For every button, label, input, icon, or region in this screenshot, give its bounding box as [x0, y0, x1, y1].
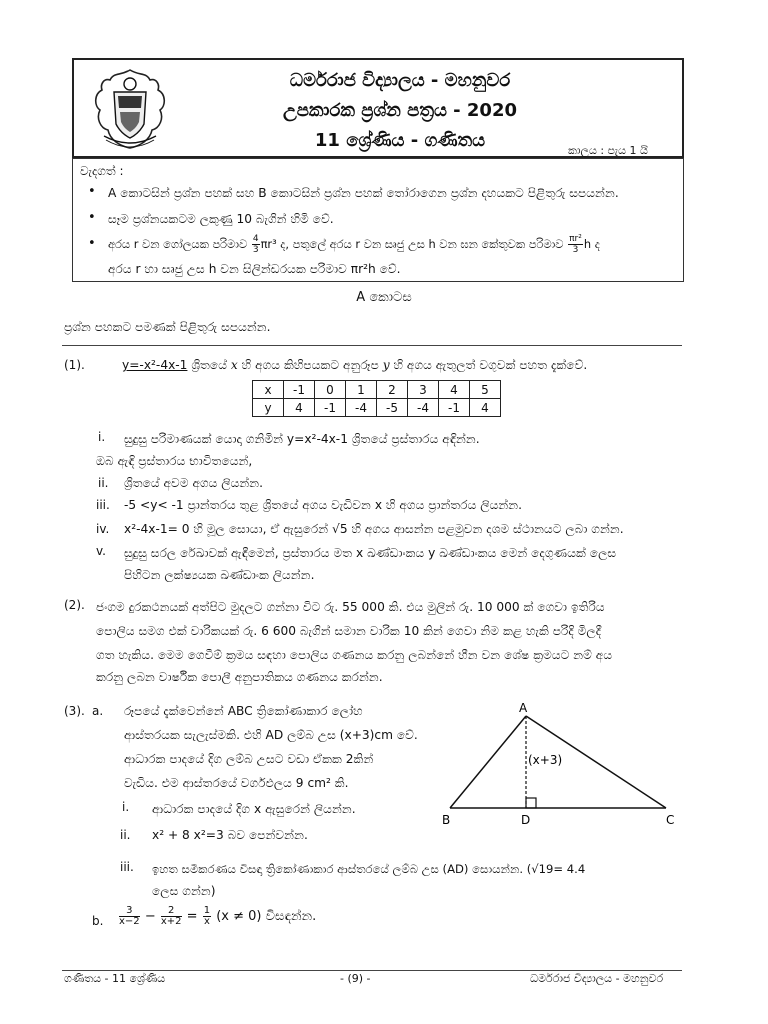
question-line: ගත හැකිය. මෙම ගෙවීම් ක්‍රමය සඳහා පොලිය ගණනය කරනු ලබන්නේ හීන වන ශේෂ ක්‍රමයට නම් අය: [96, 648, 613, 662]
fraction: $\frac{3}{x-2}$: [119, 905, 140, 927]
part-label: iv.: [96, 522, 110, 536]
school-name: ධර්මරාජ විද්‍යාලය - මහනුවර: [289, 70, 511, 91]
fraction: $\frac{2}{x+2}$: [160, 905, 182, 927]
question-line: වැඩිය. එම ආස්තරයේ වර්ගඵලය 9 cm² කි.: [124, 776, 349, 790]
part-label: i.: [122, 800, 130, 814]
table-row: [253, 381, 501, 399]
table-cell: -4: [346, 399, 377, 417]
divider: [62, 345, 682, 346]
question-line: ආධාරක පාදයේ දිග ලම්බ උසට වඩා ඒකක 2කින්: [124, 752, 374, 766]
section-instruction: ප්‍රශ්න පහකට පමණක් පිළිතුරු සපයන්න.: [64, 320, 271, 334]
table-cell: 1: [346, 381, 377, 399]
bullet-icon: •: [88, 236, 96, 251]
question-line: රූපයේ දැක්වෙන්නේ ABC ත්‍රිකෝණාකාර ලෝහ: [124, 704, 363, 718]
table-cell: x: [253, 381, 284, 399]
time-allowed: කාලය : පැය 1 යි: [568, 144, 648, 157]
school-crest-logo: [84, 66, 176, 152]
question-stem: y=-x²-4x-1 ශ්‍රිතයේ x හි අගය කිහිපයකට අනුරූප y හි අගය ඇතුලත් වගුවක් පහත දැක්වේ.: [122, 358, 588, 372]
part-text: ආධාරක පාදයේ දිග x ඇසුරෙන් ලියන්න.: [152, 802, 356, 816]
question-line: ආස්තරයක සැලැස්මකි. එහි AD ලම්බ උස (x+3)cm වේ.: [124, 728, 418, 742]
part-label: a.: [92, 704, 104, 718]
table-cell: 4: [470, 399, 501, 417]
footer-left: ගණිතය - 11 ශ්‍රේණිය: [64, 972, 166, 985]
note-item: සෑම ප්‍රශ්නයකටම ලකුණු 10 බැගින් හිමි වේ.: [108, 212, 334, 226]
table-row: [253, 399, 501, 417]
part-label: iii.: [120, 860, 134, 874]
part-text: -5 <y< -1 ප්‍රාන්තරය තුළ ශ්‍රිතයේ අගය වැඩිවන x හි අගය ප්‍රාන්තරය ලියන්න.: [124, 498, 523, 512]
paper-title: උපකාරක ප්‍රශ්න පත්‍රය - 2020: [283, 100, 517, 121]
part-text: සුදුසු සරල රේඛාවක් ඇඳීමෙන්, ප්‍රස්තාරය මත x ඛණ්ඩාංකය y ඛණ්ඩාංකය මෙන් දෙගුණයක් ලෙස: [124, 546, 617, 560]
part-label: ii.: [120, 828, 131, 842]
table-cell: 4: [284, 399, 315, 417]
question-number: (2).: [64, 598, 85, 612]
vertex-label-b: B: [442, 813, 451, 827]
vertex-label-a: A: [519, 701, 528, 715]
part-text: සුදුසු පරිමාණයක් යොදා ගනිමින් y=x²-4x-1 ශ්‍රිතයේ ප්‍රස්තාරය අඳින්න.: [124, 432, 480, 446]
question-number: (1).: [64, 358, 85, 372]
triangle-figure: [430, 700, 690, 830]
part-text: ශ්‍රිතයේ අවම අගය ලියන්න.: [124, 476, 264, 490]
bullet-icon: •: [88, 210, 96, 225]
note-item-volumes: අරය r වන ගෝලයක පරිමාව $\frac{4}{3}$ πr³ ද, පතුලේ අරය r වන සෘජු උස h වන ඝන කේතුවක පරිමාව $\frac{\text{πr²}}{3}$ h ද: [108, 234, 600, 255]
page-number: - (9) -: [340, 972, 371, 985]
equation-b: $\frac{3}{x-2}$ − $\frac{2}{x+2}$ = $\frac{1}{x}$ (x ≠ 0) විසඳන්න.: [119, 905, 317, 927]
question-line: ජංගම දුරකථනයක් අත්පිට මුදලට ගන්නා විට රු. 55 000 කි. එය මුලින් රු. 10 000 ක් ගෙවා ඉතිරිය: [96, 600, 605, 614]
height-label: (x+3): [528, 753, 563, 767]
part-text: x² + 8 x²=3 බව පෙන්වන්න.: [152, 828, 308, 842]
table-cell: -4: [408, 399, 439, 417]
part-label: b.: [92, 914, 104, 928]
vertex-label-c: C: [666, 813, 675, 827]
table-cell: y: [253, 399, 284, 417]
table-cell: 0: [315, 381, 346, 399]
table-cell: 2: [377, 381, 408, 399]
note-item: අරය r හා සෘජු උස h වන සිලින්ඩරයක පරිමාව πr²h වේ.: [108, 262, 401, 276]
fraction: $\frac{4}{3}$: [252, 234, 259, 255]
question-number: (3).: [64, 704, 85, 718]
part-text: x²-4x-1= 0 හි මූල සොයා, ඒ ඇසුරෙන් √5 හි අගය ආසන්න පළමුවන දශම ස්ථානයට ලබා ගන්න.: [124, 522, 624, 536]
table-cell: -1: [315, 399, 346, 417]
side-ab: [450, 716, 526, 808]
notes-title: වැදගත් :: [80, 164, 124, 178]
right-angle-mark: [526, 798, 536, 808]
bullet-icon: •: [88, 184, 96, 199]
question-line: කරනු ලබන වාර්ෂික පොලී අනුපාතිකය ගණනය කරන්න.: [96, 670, 383, 684]
part-label: iii.: [96, 498, 110, 512]
note-item: A කොටසින් ප්‍රශ්න පහක් සහ B කොටසින් ප්‍රශ්න පහක් තෝරාගෙන ප්‍රශ්න දහයකට පිළිතුරු සපයන්න.: [108, 186, 619, 200]
part-text: ඉහත සමීකරණය විසඳා ත්‍රිකෝණාකාර ආස්තරයේ ලම්බ උස (AD) සොයන්න. (√19= 4.4: [152, 862, 586, 876]
table-cell: 5: [470, 381, 501, 399]
grade-subject: 11 ශ්‍රේණිය - ගණිතය: [314, 130, 486, 151]
part-label: ii.: [98, 476, 109, 490]
table-cell: -5: [377, 399, 408, 417]
values-table: [252, 380, 501, 417]
table-cell: -1: [284, 381, 315, 399]
fraction: $\frac{1}{x}$: [203, 905, 211, 927]
part-text: ඔබ ඇඳි ප්‍රස්තාරය භාවිතයෙන්,: [96, 454, 253, 468]
footer-divider: [62, 970, 682, 971]
vertex-label-d: D: [521, 813, 531, 827]
part-label: v.: [96, 544, 106, 558]
table-cell: 3: [408, 381, 439, 399]
section-title: A කොටස: [356, 290, 412, 305]
fraction: $\frac{\text{πr²}}{3}$: [569, 234, 582, 255]
table-cell: 4: [439, 381, 470, 399]
footer-right: ධර්මරාජ විද්‍යාලය - මහනුවර: [530, 972, 664, 985]
question-line: පොලිය සමග එක් වාරිකයක් රු. 6 600 බැගින් සමාන වාරික 10 කින් ගෙවා නිම කළ හැකි පරිදි මිලදී: [96, 624, 602, 638]
table-cell: -1: [439, 399, 470, 417]
part-label: i.: [98, 430, 106, 444]
part-text: පිහිටන ලක්ෂ්‍යයක ඛණ්ඩාංක ලියන්න.: [124, 568, 315, 582]
part-text: ලෙස ගන්න): [152, 884, 216, 898]
